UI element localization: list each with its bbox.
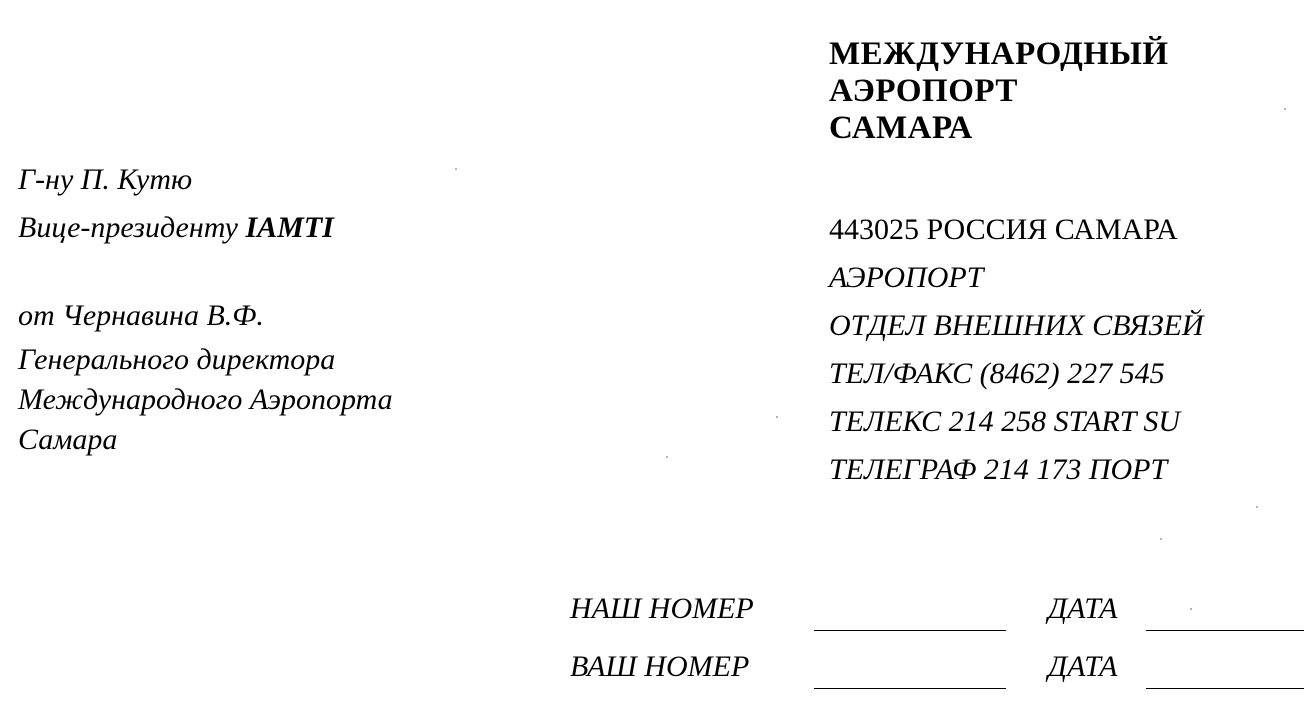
recipient-name: Г-ну П. Кутю [18, 163, 193, 196]
sender-title: Генерального директора [18, 343, 336, 376]
telephone-fax: ТЕЛ/ФАКС (8462) 227 545 [829, 357, 1165, 390]
our-number-label: НАШ НОМЕР [570, 592, 754, 625]
sender-name: от Чернавина В.Ф. [18, 299, 264, 332]
contact-address-block [829, 206, 1299, 494]
scan-speck [1190, 608, 1192, 610]
your-reference-row [570, 642, 1306, 700]
our-reference-row [570, 584, 1306, 642]
postal-address: 443025 РОССИЯ САМАРА [829, 213, 1178, 246]
telex-number: ТЕЛЕКС 214 258 START SU [829, 405, 1181, 438]
your-number-field[interactable] [814, 688, 1006, 689]
org-name-line-1: МЕЖДУНАРОДНЫЙ [829, 36, 1169, 72]
scan-speck [1256, 506, 1258, 508]
your-date-label: ДАТА [1048, 650, 1118, 683]
addressee-block [18, 156, 578, 460]
recipient-organization: IAMTI [245, 211, 334, 244]
recipient-title [18, 204, 578, 252]
department-name: ОТДЕЛ ВНЕШНИХ СВЯЗЕЙ [829, 309, 1204, 342]
your-date-field[interactable] [1146, 688, 1304, 689]
telegraph-number: ТЕЛЕГРАФ 214 173 ПОРТ [829, 453, 1168, 486]
scan-speck [666, 456, 668, 458]
our-date-label: ДАТА [1048, 592, 1118, 625]
sender-city: Самара [18, 423, 118, 456]
address-place: АЭРОПОРТ [829, 261, 984, 294]
scan-speck [455, 168, 457, 170]
our-number-field[interactable] [814, 630, 1006, 631]
sender-organization: Международного Аэропорта [18, 383, 393, 416]
scan-speck [1160, 538, 1162, 540]
scan-speck [1284, 108, 1286, 110]
reference-fields [570, 584, 1306, 700]
organization-header [829, 36, 1299, 147]
org-name-line-3: САМАРА [829, 110, 973, 146]
recipient-title-text: Вице-президенту [18, 211, 246, 244]
block-spacer [18, 252, 578, 292]
our-date-field[interactable] [1146, 630, 1304, 631]
your-number-label: ВАШ НОМЕР [570, 650, 750, 683]
scan-speck [776, 416, 778, 418]
org-name-line-2: АЭРОПОРТ [829, 73, 1018, 109]
